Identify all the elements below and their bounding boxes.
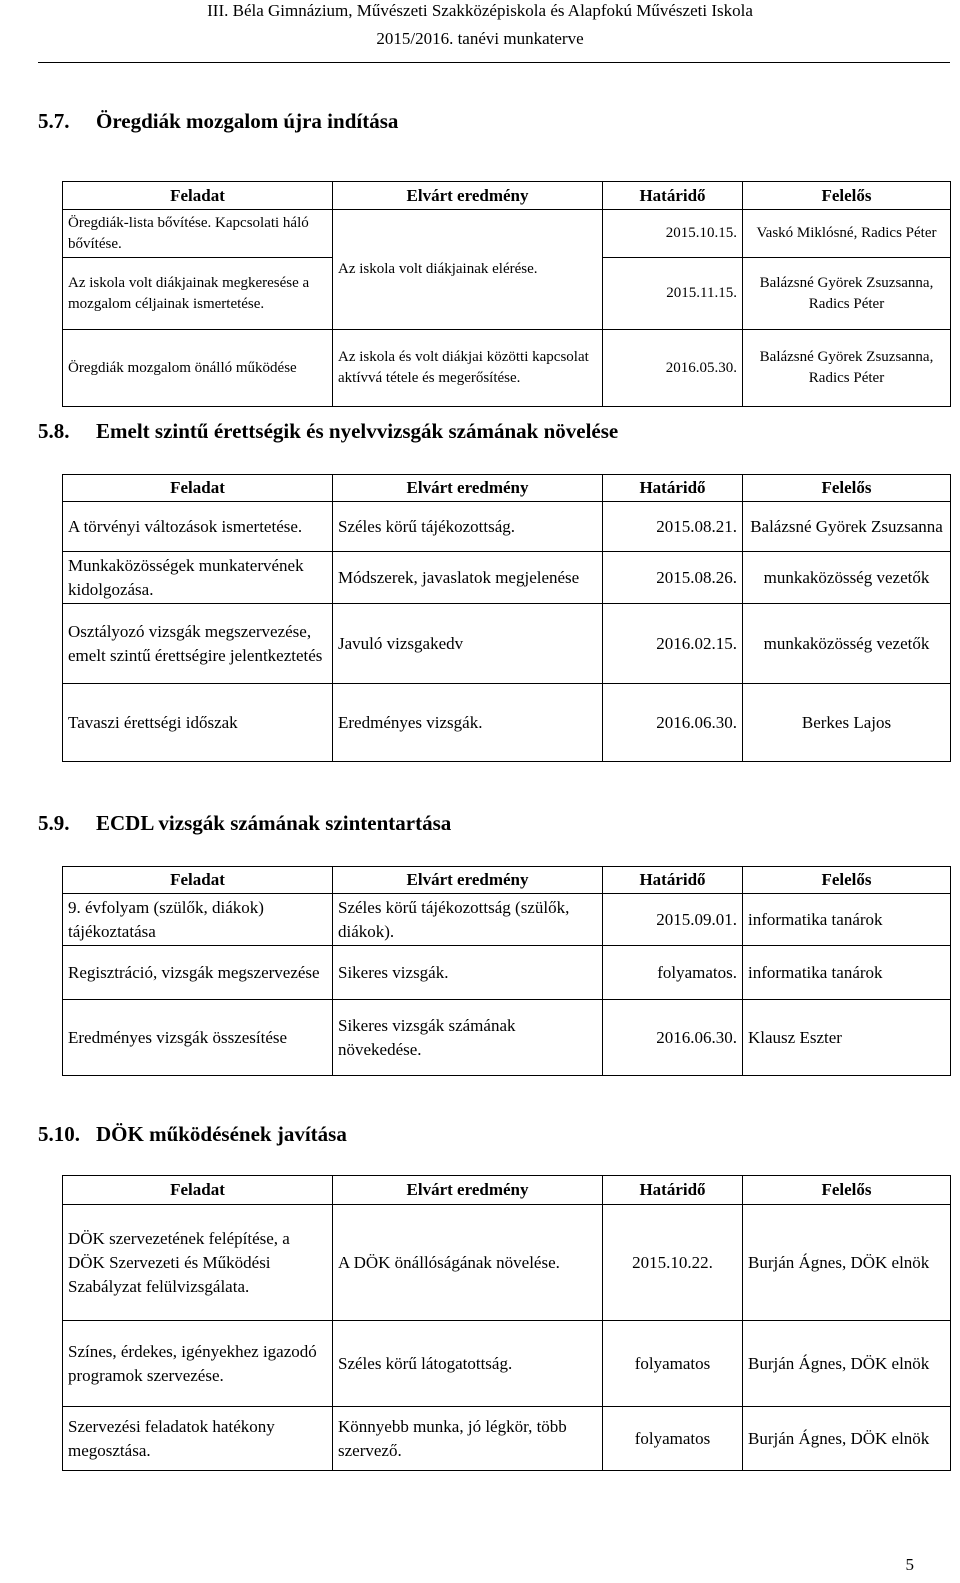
col-header-result: Elvárt eredmény <box>333 182 603 210</box>
table-5-8 <box>62 474 951 762</box>
table-5-10 <box>62 1175 951 1471</box>
section-title: ECDL vizsgák számának szintentartása <box>96 811 452 835</box>
deadline-cell: 2015.08.26. <box>603 552 743 604</box>
deadline-cell: 2015.08.21. <box>603 502 743 552</box>
col-header-deadline: Határidő <box>603 475 743 502</box>
task-cell: Öregdiák mozgalom önálló működése <box>63 330 333 407</box>
col-header-task: Feladat <box>63 1176 333 1205</box>
section-heading-5-9 <box>38 810 451 836</box>
col-header-responsible: Felelős <box>743 475 951 502</box>
table-row <box>63 1321 951 1407</box>
section-title: Emelt szintű érettségik és nyelvvizsgák számának növelése <box>96 419 619 443</box>
table-5-9 <box>62 866 951 1076</box>
responsible-cell: informatika tanárok <box>743 946 951 1000</box>
deadline-cell: 2016.02.15. <box>603 604 743 684</box>
col-header-responsible: Felelős <box>743 182 951 210</box>
table-header-row <box>63 475 951 502</box>
table-row <box>63 684 951 762</box>
table-header-row <box>63 182 951 210</box>
table-row <box>63 502 951 552</box>
table-row <box>63 604 951 684</box>
header-rule <box>38 62 950 63</box>
deadline-cell: 2016.05.30. <box>603 330 743 407</box>
task-cell: Tavaszi érettségi időszak <box>63 684 333 762</box>
col-header-task: Feladat <box>63 475 333 502</box>
section-heading-5-7 <box>38 108 398 134</box>
table-row <box>63 330 951 407</box>
task-cell: Öregdiák-lista bővítése. Kapcsolati háló bővítése. <box>63 210 333 258</box>
result-cell: Széles körű látogatottság. <box>333 1321 603 1407</box>
section-title: Öregdiák mozgalom újra indítása <box>96 109 399 133</box>
deadline-cell: 2015.09.01. <box>603 894 743 946</box>
result-cell: Módszerek, javaslatok megjelenése <box>333 552 603 604</box>
col-header-task: Feladat <box>63 182 333 210</box>
responsible-cell: Balázsné Györek Zsuzsanna, Radics Péter <box>743 258 951 330</box>
responsible-cell: Balázsné Györek Zsuzsanna, Radics Péter <box>743 330 951 407</box>
deadline-cell: 2015.10.15. <box>603 210 743 258</box>
responsible-cell: Vaskó Miklósné, Radics Péter <box>743 210 951 258</box>
result-cell: Sikeres vizsgák számának növekedése. <box>333 1000 603 1076</box>
responsible-cell: Burján Ágnes, DÖK elnök <box>743 1407 951 1471</box>
deadline-cell: folyamatos. <box>603 946 743 1000</box>
task-cell: Szervezési feladatok hatékony megosztása. <box>63 1407 333 1471</box>
task-cell: Osztályozó vizsgák megszervezése, emelt szintű érettségire jelentkeztetés <box>63 604 333 684</box>
deadline-cell: 2016.06.30. <box>603 1000 743 1076</box>
table-row <box>63 1205 951 1321</box>
col-header-deadline: Határidő <box>603 1176 743 1205</box>
col-header-responsible: Felelős <box>743 1176 951 1205</box>
task-cell: Eredményes vizsgák összesítése <box>63 1000 333 1076</box>
responsible-cell: Burján Ágnes, DÖK elnök <box>743 1205 951 1321</box>
col-header-result: Elvárt eredmény <box>333 867 603 894</box>
col-header-deadline: Határidő <box>603 867 743 894</box>
responsible-cell: Klausz Eszter <box>743 1000 951 1076</box>
deadline-cell: 2016.06.30. <box>603 684 743 762</box>
document-title: 2015/2016. tanévi munkaterve <box>376 29 584 48</box>
section-heading-5-8 <box>38 418 618 444</box>
section-number: 5.10. <box>38 1122 80 1146</box>
table-row <box>63 894 951 946</box>
section-number: 5.7. <box>38 109 70 133</box>
col-header-deadline: Határidő <box>603 182 743 210</box>
result-cell: Az iskola és volt diákjai közötti kapcsolat aktívvá tétele és megerősítése. <box>333 330 603 407</box>
result-cell: Sikeres vizsgák. <box>333 946 603 1000</box>
table-row <box>63 552 951 604</box>
task-cell: DÖK szervezetének felépítése, a DÖK Szervezeti és Működési Szabályzat felülvizsgálata. <box>63 1205 333 1321</box>
table-5-7 <box>62 181 951 407</box>
result-cell: A DÖK önállóságának növelése. <box>333 1205 603 1321</box>
section-title: DÖK működésének javítása <box>96 1122 347 1146</box>
table-header-row <box>63 1176 951 1205</box>
responsible-cell: munkaközösség vezetők <box>743 552 951 604</box>
table-row <box>63 1000 951 1076</box>
result-cell: Széles körű tájékozottság. <box>333 502 603 552</box>
responsible-cell: informatika tanárok <box>743 894 951 946</box>
result-cell: Az iskola volt diákjainak elérése. <box>333 210 603 330</box>
table-row <box>63 946 951 1000</box>
task-cell: Színes, érdekes, igényekhez igazodó programok szervezése. <box>63 1321 333 1407</box>
task-cell: Munkaközösségek munkatervének kidolgozása. <box>63 552 333 604</box>
result-cell: Eredményes vizsgák. <box>333 684 603 762</box>
responsible-cell: Berkes Lajos <box>743 684 951 762</box>
result-cell: Javuló vizsgakedv <box>333 604 603 684</box>
school-name: III. Béla Gimnázium, Művészeti Szakközépiskola és Alapfokú Művészeti Iskola <box>207 1 753 20</box>
task-cell: A törvényi változások ismertetése. <box>63 502 333 552</box>
task-cell: 9. évfolyam (szülők, diákok) tájékoztatása <box>63 894 333 946</box>
deadline-cell: folyamatos <box>603 1407 743 1471</box>
table-row <box>63 210 951 258</box>
table-row <box>63 1407 951 1471</box>
page-number: 5 <box>905 1555 914 1574</box>
task-cell: Regisztráció, vizsgák megszervezése <box>63 946 333 1000</box>
col-header-result: Elvárt eredmény <box>333 1176 603 1205</box>
table-header-row <box>63 867 951 894</box>
section-number: 5.9. <box>38 811 70 835</box>
deadline-cell: folyamatos <box>603 1321 743 1407</box>
task-cell: Az iskola volt diákjainak megkeresése a mozgalom céljainak ismertetése. <box>63 258 333 330</box>
responsible-cell: Balázsné Györek Zsuzsanna <box>743 502 951 552</box>
result-cell: Széles körű tájékozottság (szülők, diákok). <box>333 894 603 946</box>
col-header-responsible: Felelős <box>743 867 951 894</box>
deadline-cell: 2015.10.22. <box>603 1205 743 1321</box>
col-header-result: Elvárt eredmény <box>333 475 603 502</box>
col-header-task: Feladat <box>63 867 333 894</box>
section-heading-5-10 <box>38 1121 347 1147</box>
responsible-cell: munkaközösség vezetők <box>743 604 951 684</box>
deadline-cell: 2015.11.15. <box>603 258 743 330</box>
section-number: 5.8. <box>38 419 70 443</box>
responsible-cell: Burján Ágnes, DÖK elnök <box>743 1321 951 1407</box>
result-cell: Könnyebb munka, jó légkör, több szervező. <box>333 1407 603 1471</box>
